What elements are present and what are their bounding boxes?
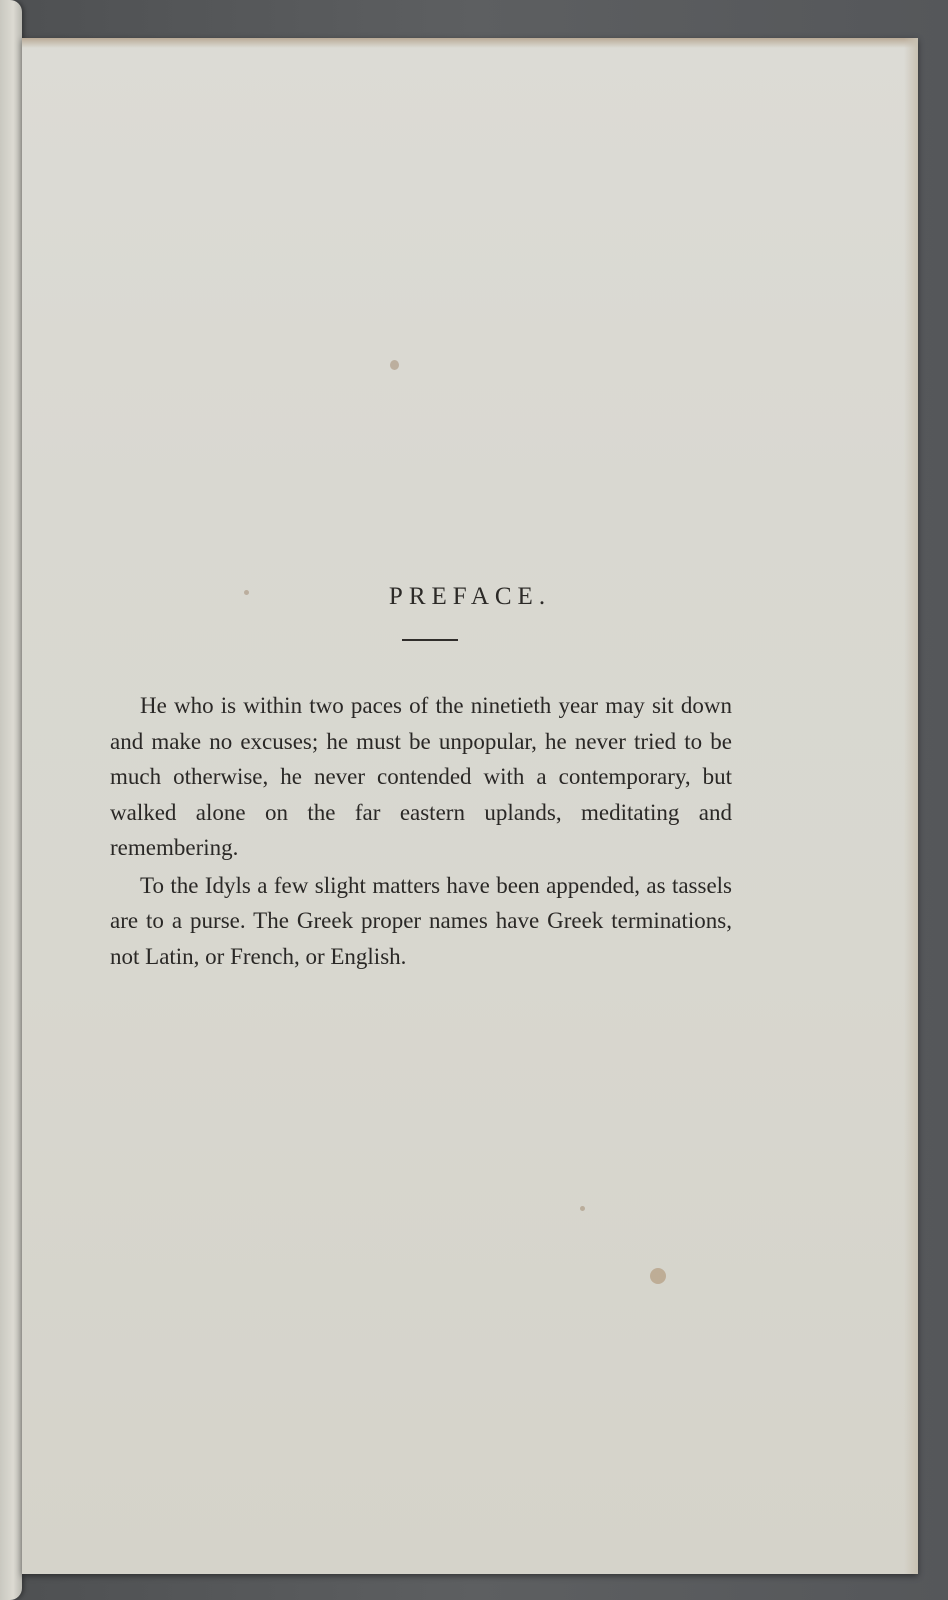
book-page [22,38,918,1574]
paragraph-2: To the Idyls a few slight matters have been appended, as tassels are to a purse. The Greek proper names have Greek terminations, not Latin, or French, or English. [110,872,732,969]
foxing-spot [650,1268,666,1284]
previous-page-edge [0,0,22,1600]
preface-text [110,688,732,974]
page-title: PREFACE. [388,583,552,610]
foxing-spot [580,1206,585,1211]
foxing-spot [390,360,399,370]
title-rule [402,639,458,641]
paragraph-1: He who is within two paces of the ninetieth year may sit down and make no excuses; he must be unpopular, he never tried to be much otherwise, he never contended with a contemporary, but walked alone on the far eastern uplands, meditating and remembering. [110,693,732,860]
